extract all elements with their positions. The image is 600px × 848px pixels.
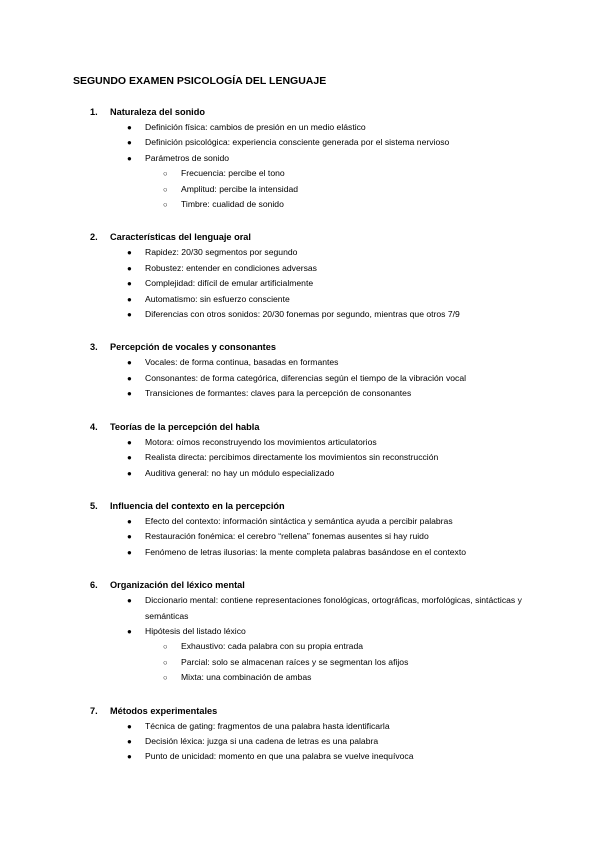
list-item-text: Hipótesis del listado léxico xyxy=(145,625,246,636)
sub-list-item xyxy=(0,166,600,181)
bullet-icon: ● xyxy=(127,279,132,289)
section-3 xyxy=(0,340,600,401)
list-item-text: Transiciones de formantes: claves para la percepción de consonantes xyxy=(145,388,412,399)
list-item xyxy=(0,734,600,749)
list-item xyxy=(0,292,600,307)
section-title: Teorías de la percepción del habla xyxy=(110,421,260,432)
list-item-text: Rapidez: 20/30 segmentos por segundo xyxy=(145,247,298,258)
sub-list-item xyxy=(0,639,600,654)
list-item-text: Auditiva general: no hay un módulo especializado xyxy=(145,467,335,478)
list-item-text: Automatismo: sin esfuerzo consciente xyxy=(145,293,290,304)
sub-list-item-text: Parcial: solo se almacenan raíces y se segmentan los afijos xyxy=(181,656,409,667)
list-item-text: Técnica de gating: fragmentos de una palabra hasta identificarla xyxy=(145,720,390,731)
bullet-icon: ● xyxy=(127,294,132,304)
bullet-icon: ● xyxy=(127,532,132,542)
section-1 xyxy=(0,105,600,212)
list-item-text: Punto de unicidad: momento en que una palabra se vuelve inequívoca xyxy=(145,751,414,762)
circle-bullet-icon: ○ xyxy=(163,184,168,194)
section-5 xyxy=(0,499,600,560)
section-7 xyxy=(0,704,600,765)
list-item xyxy=(0,371,600,386)
list-item-text: Robustez: entender en condiciones adversas xyxy=(145,262,317,273)
list-item xyxy=(0,529,600,544)
bullet-icon: ● xyxy=(127,373,132,383)
list-item-text: Vocales: de forma continua, basadas en formantes xyxy=(145,357,339,368)
bullet-icon: ● xyxy=(127,389,132,399)
list-item xyxy=(0,276,600,291)
sub-list-item xyxy=(0,197,600,212)
list-item xyxy=(0,749,600,764)
section-title: Percepción de vocales y consonantes xyxy=(110,342,276,353)
bullet-icon: ● xyxy=(127,547,132,557)
bullet-icon: ● xyxy=(127,138,132,148)
bullet-icon: ● xyxy=(127,516,132,526)
sub-list-item-text: Mixta: una combinación de ambas xyxy=(181,672,312,683)
list-item xyxy=(0,719,600,734)
bullet-icon: ● xyxy=(127,626,132,636)
document-title: SEGUNDO EXAMEN PSICOLOGÍA DEL LENGUAJE xyxy=(73,75,327,87)
section-heading xyxy=(0,420,600,435)
circle-bullet-icon: ○ xyxy=(163,200,168,210)
bullet-icon: ● xyxy=(127,752,132,762)
list-item-text: Fenómeno de letras ilusorias: la mente completa palabras basándose en el contexto xyxy=(145,546,467,557)
section-list xyxy=(0,105,600,783)
section-number: 1. xyxy=(90,107,98,117)
bullet-icon: ● xyxy=(127,263,132,273)
list-item xyxy=(0,545,600,560)
list-item-text: Decisión léxica: juzga si una cadena de letras es una palabra xyxy=(145,735,379,746)
section-title: Naturaleza del sonido xyxy=(110,107,205,117)
bullet-icon: ● xyxy=(127,153,132,163)
list-item-text: Restauración fonémica: el cerebro “rellena” fonemas ausentes si hay ruido xyxy=(145,531,429,542)
bullet-icon: ● xyxy=(127,596,132,606)
section-heading xyxy=(0,340,600,355)
section-heading xyxy=(0,105,600,120)
section-4 xyxy=(0,420,600,481)
list-item xyxy=(0,135,600,150)
bullet-icon: ● xyxy=(127,453,132,463)
section-number: 7. xyxy=(90,705,98,716)
section-2 xyxy=(0,230,600,322)
section-heading xyxy=(0,578,600,593)
sub-list-item xyxy=(0,655,600,670)
circle-bullet-icon: ○ xyxy=(163,642,168,652)
section-number: 2. xyxy=(90,232,98,243)
list-item-text: Definición física: cambios de presión en un medio elástico xyxy=(145,122,366,132)
section-title: Métodos experimentales xyxy=(110,705,218,716)
list-item-text: Complejidad: difícil de emular artificialmente xyxy=(145,278,314,289)
bullet-icon: ● xyxy=(127,468,132,478)
list-item xyxy=(0,355,600,370)
bullet-icon: ● xyxy=(127,123,132,132)
sub-list-item-text: Amplitud: percibe la intensidad xyxy=(181,183,299,194)
sub-list-item xyxy=(0,670,600,685)
section-number: 3. xyxy=(90,342,98,353)
sub-list-item-text: Timbre: cualidad de sonido xyxy=(181,199,284,210)
list-item xyxy=(0,514,600,529)
section-number: 4. xyxy=(90,421,98,432)
list-item xyxy=(0,435,600,450)
bullet-icon: ● xyxy=(127,721,132,731)
section-number: 5. xyxy=(90,500,98,511)
circle-bullet-icon: ○ xyxy=(163,657,168,667)
list-item-text: Motora: oímos reconstruyendo los movimientos articulatorios xyxy=(145,436,377,447)
list-item xyxy=(0,307,600,322)
section-title: Influencia del contexto en la percepción xyxy=(110,500,285,511)
circle-bullet-icon: ○ xyxy=(163,673,168,683)
list-item-text: Diferencias con otros sonidos: 20/30 fonemas por segundo, mientras que otros 7/9 xyxy=(145,309,460,320)
list-item xyxy=(0,151,600,166)
list-item-text: Realista directa: percibimos directamente los movimientos sin reconstrucción xyxy=(145,452,439,463)
section-number: 6. xyxy=(90,580,98,591)
sub-list-item xyxy=(0,182,600,197)
list-item-text: Efecto del contexto: información sintáctica y semántica ayuda a percibir palabras xyxy=(145,515,453,526)
bullet-icon: ● xyxy=(127,736,132,746)
bullet-icon: ● xyxy=(127,437,132,447)
sub-list-item-text: Frecuencia: percibe el tono xyxy=(181,168,285,179)
list-item xyxy=(0,120,600,135)
section-heading xyxy=(0,499,600,514)
section-title: Características del lenguaje oral xyxy=(110,232,251,243)
list-item xyxy=(0,261,600,276)
bullet-icon: ● xyxy=(127,358,132,368)
list-item xyxy=(0,593,600,624)
sub-list-item-text: Exhaustivo: cada palabra con su propia entrada xyxy=(181,641,364,652)
list-item-text: Parámetros de sonido xyxy=(145,152,230,163)
list-item xyxy=(0,450,600,465)
list-item xyxy=(0,386,600,401)
list-item xyxy=(0,624,600,639)
section-heading xyxy=(0,704,600,719)
list-item xyxy=(0,245,600,260)
section-6 xyxy=(0,578,600,685)
section-title: Organización del léxico mental xyxy=(110,580,245,591)
list-item-text: Definición psicológica: experiencia consciente generada por el sistema nervioso xyxy=(145,137,450,148)
list-item-text: Diccionario mental: contiene representaciones fonológicas, ortográficas, morfológicas, sintácticas y semánticas xyxy=(145,595,522,621)
circle-bullet-icon: ○ xyxy=(163,169,168,179)
bullet-icon: ● xyxy=(127,310,132,320)
bullet-icon: ● xyxy=(127,248,132,258)
section-heading xyxy=(0,230,600,245)
list-item xyxy=(0,466,600,481)
list-item-text: Consonantes: de forma categórica, diferencias según el tiempo de la vibración vocal xyxy=(145,372,467,383)
